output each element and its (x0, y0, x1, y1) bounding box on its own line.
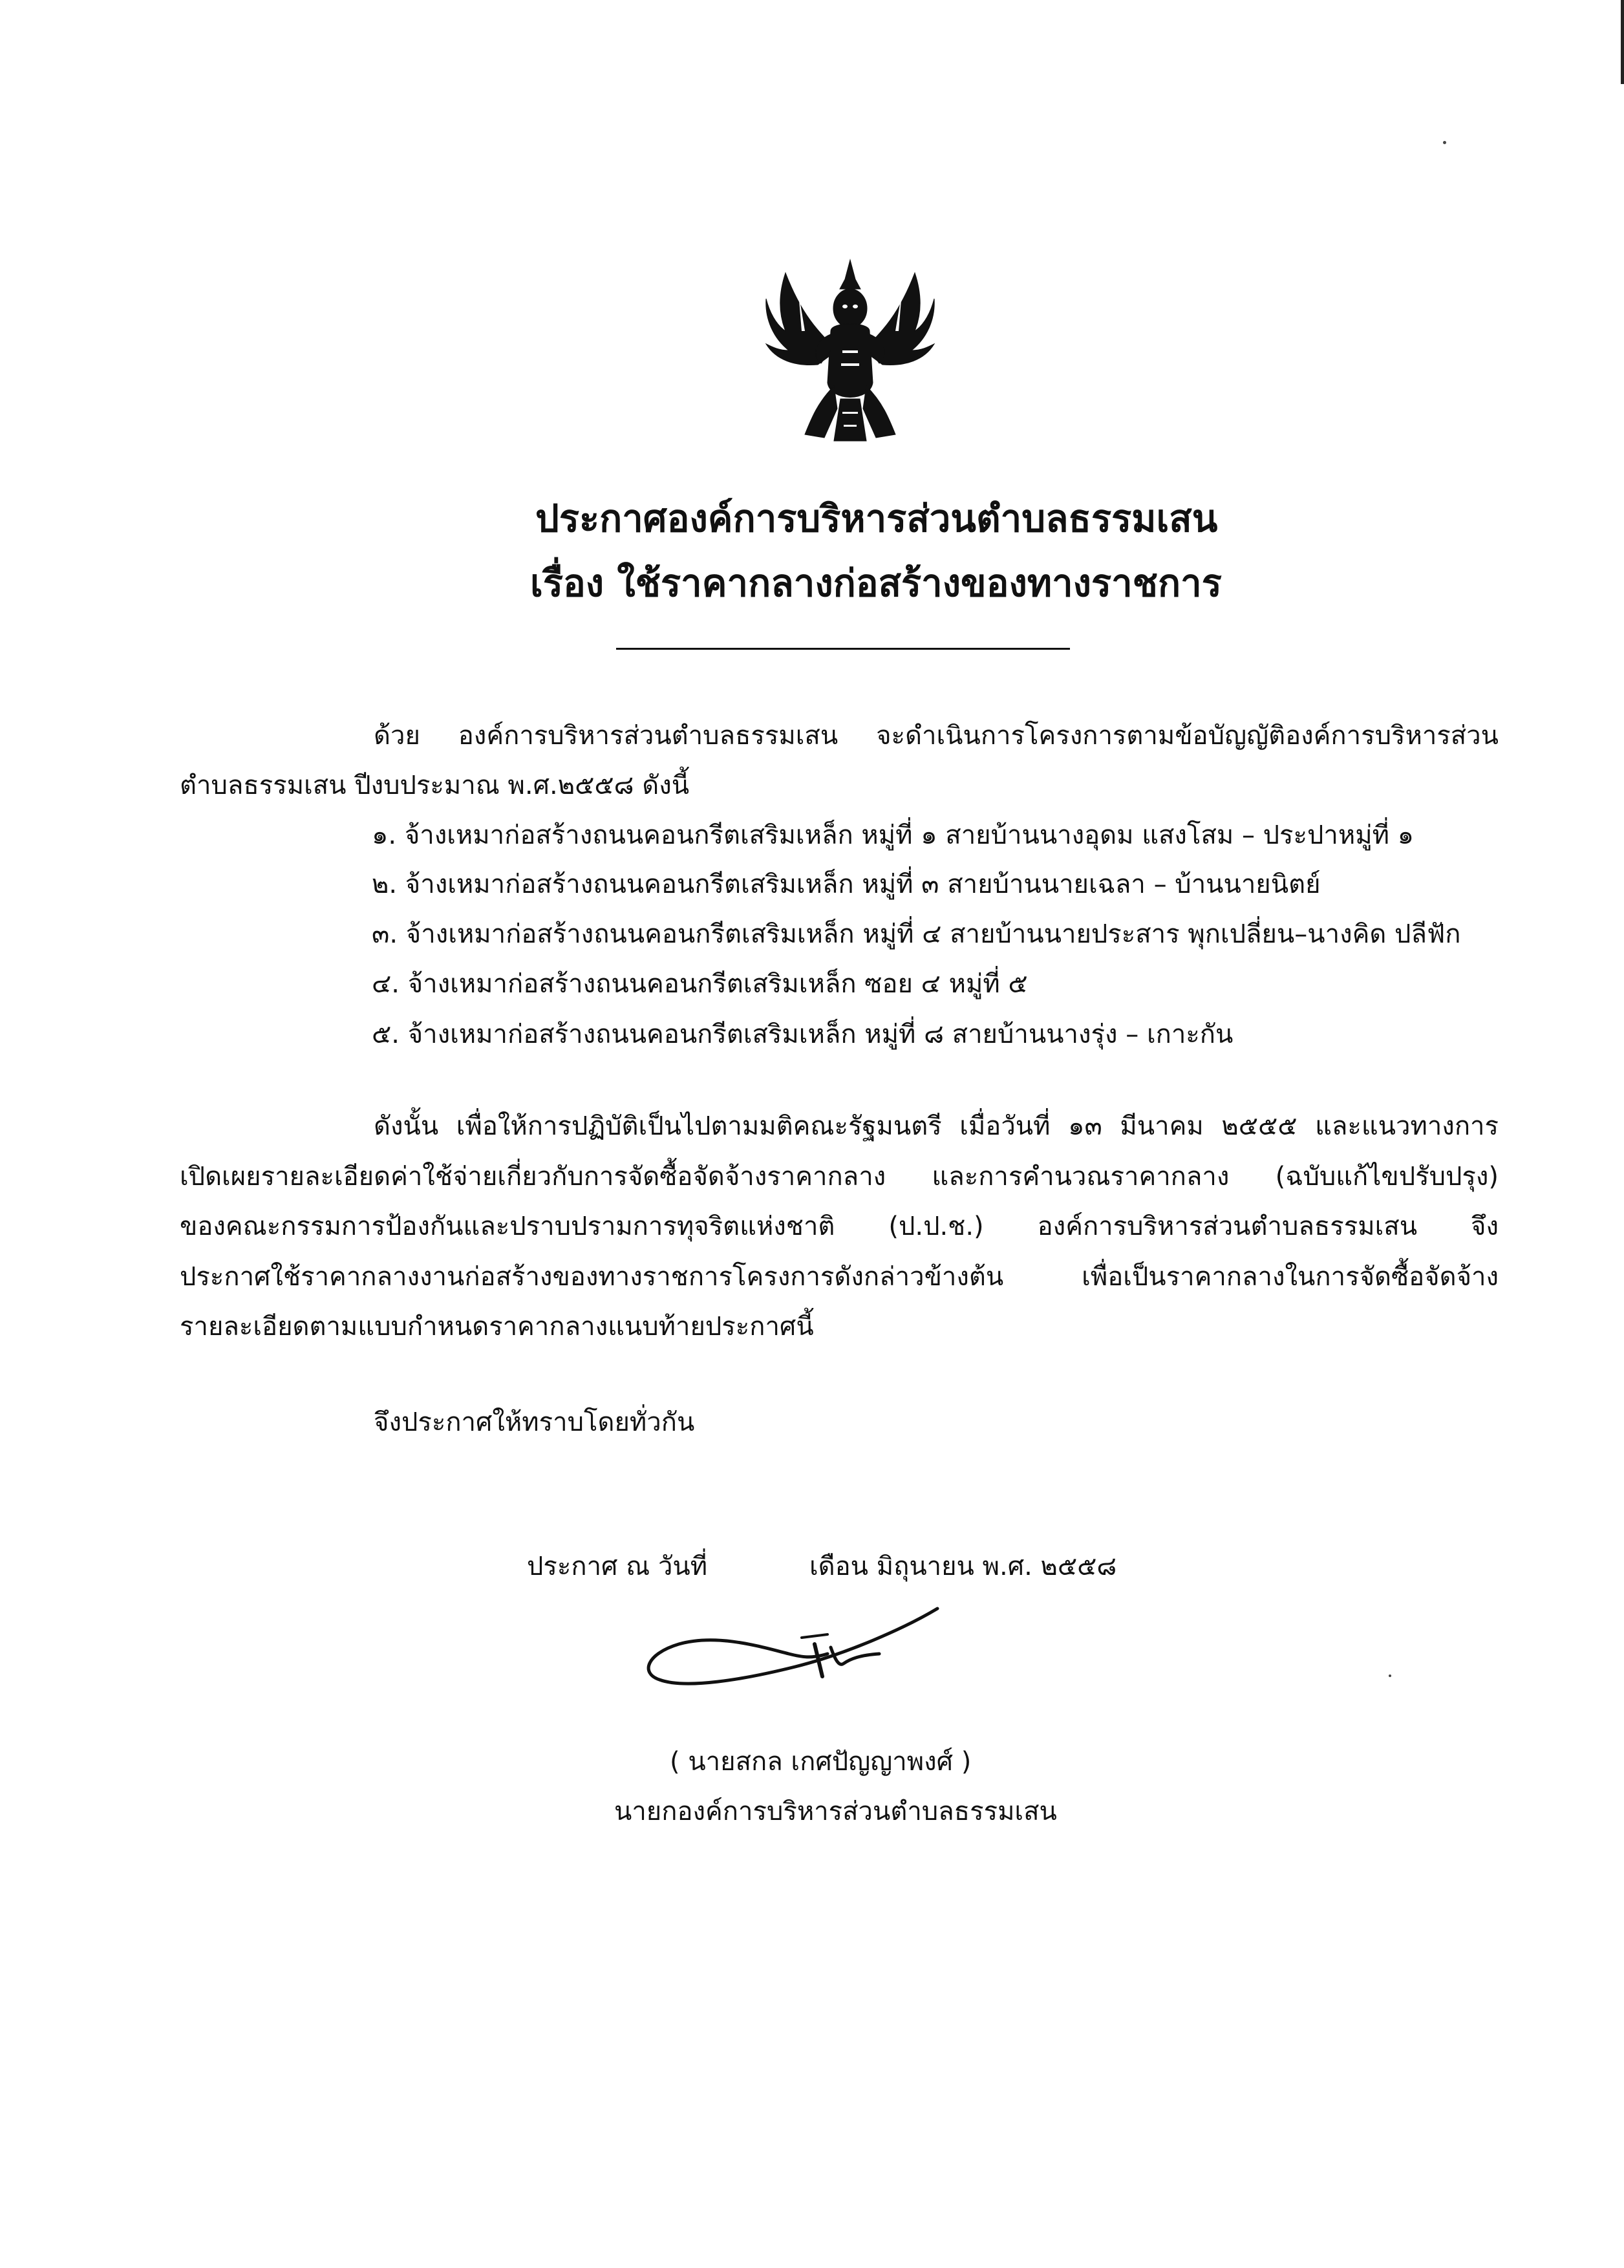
signatory-position: นายกองค์การบริหารส่วนตำบลธรรมเสน (614, 1797, 1057, 1826)
project-item: ๑. จ้างเหมาก่อสร้างถนนคอนกรีตเสริมเหล็ก หมู่ที่ ๑ สายบ้านนางอุดม แสงโสม – ประปาหมู่ที่ ๑ (372, 820, 1415, 850)
paragraph2-line-5: รายละเอียดตามแบบกำหนดราคากลางแนบท้ายประกาศนี้ (180, 1312, 814, 1342)
scan-edge-mark (1621, 0, 1624, 84)
announcement-date-month: เดือน มิถุนายน พ.ศ. ๒๕๕๘ (809, 1552, 1117, 1581)
title-divider (616, 648, 1070, 650)
scan-speck (1443, 141, 1446, 144)
project-item: ๒. จ้างเหมาก่อสร้างถนนคอนกรีตเสริมเหล็ก หมู่ที่ ๓ สายบ้านนายเฉลา – บ้านนายนิตย์ (372, 870, 1321, 899)
handwritten-signature (634, 1583, 996, 1712)
paragraph2-line-2: เปิดเผยรายละเอียดค่าใช้จ่ายเกี่ยวกับการจัดซื้อจัดจ้างราคากลาง และการคำนวณราคากลาง (ฉบับแก้ไขปรับปรุง) (180, 1162, 1499, 1192)
garuda-emblem (740, 253, 960, 447)
intro-line-2: ตำบลธรรมเสน ปีงบประมาณ พ.ศ.๒๕๕๘ ดังนี้ (180, 771, 690, 800)
closing-statement: จึงประกาศให้ทราบโดยทั่วกัน (374, 1407, 695, 1437)
announcement-date-prefix: ประกาศ ณ วันที่ (527, 1552, 708, 1581)
project-item: ๔. จ้างเหมาก่อสร้างถนนคอนกรีตเสริมเหล็ก ซอย ๔ หมู่ที่ ๕ (372, 969, 1028, 999)
intro-line-1: ด้วย องค์การบริหารส่วนตำบลธรรมเสน จะดำเนินการโครงการตามข้อบัญญัติองค์การบริหารส่วน (374, 721, 1499, 751)
document-title: ประกาศองค์การบริหารส่วนตำบลธรรมเสน (535, 497, 1218, 540)
document-subject: เรื่อง ใช้ราคากลางก่อสร้างของทางราชการ (530, 561, 1222, 605)
paragraph2-line-4: ประกาศใช้ราคากลางงานก่อสร้างของทางราชการโครงการดังกล่าวข้างต้น เพื่อเป็นราคากลางในการจัดซื้อจัดจ้าง (180, 1262, 1499, 1292)
scan-speck (1389, 1674, 1391, 1677)
project-item: ๕. จ้างเหมาก่อสร้างถนนคอนกรีตเสริมเหล็ก หมู่ที่ ๘ สายบ้านนางรุ่ง – เกาะกัน (372, 1020, 1234, 1049)
paragraph2-line-3: ของคณะกรรมการป้องกันและปราบปรามการทุจริตแห่งชาติ (ป.ป.ช.) องค์การบริหารส่วนตำบลธรรมเสน จึง (180, 1212, 1499, 1241)
project-item: ๓. จ้างเหมาก่อสร้างถนนคอนกรีตเสริมเหล็ก หมู่ที่ ๔ สายบ้านนายประสาร พุกเปลี่ยน–นางคิด ปลีฟัก (372, 919, 1461, 949)
signatory-name: ( นายสกล เกศปัญญาพงศ์ ) (670, 1747, 972, 1777)
paragraph2-line-1: ดังนั้น เพื่อให้การปฏิบัติเป็นไปตามมติคณะรัฐมนตรี เมื่อวันที่ ๑๓ มีนาคม ๒๕๕๕ และแนวทางการ (374, 1111, 1499, 1141)
